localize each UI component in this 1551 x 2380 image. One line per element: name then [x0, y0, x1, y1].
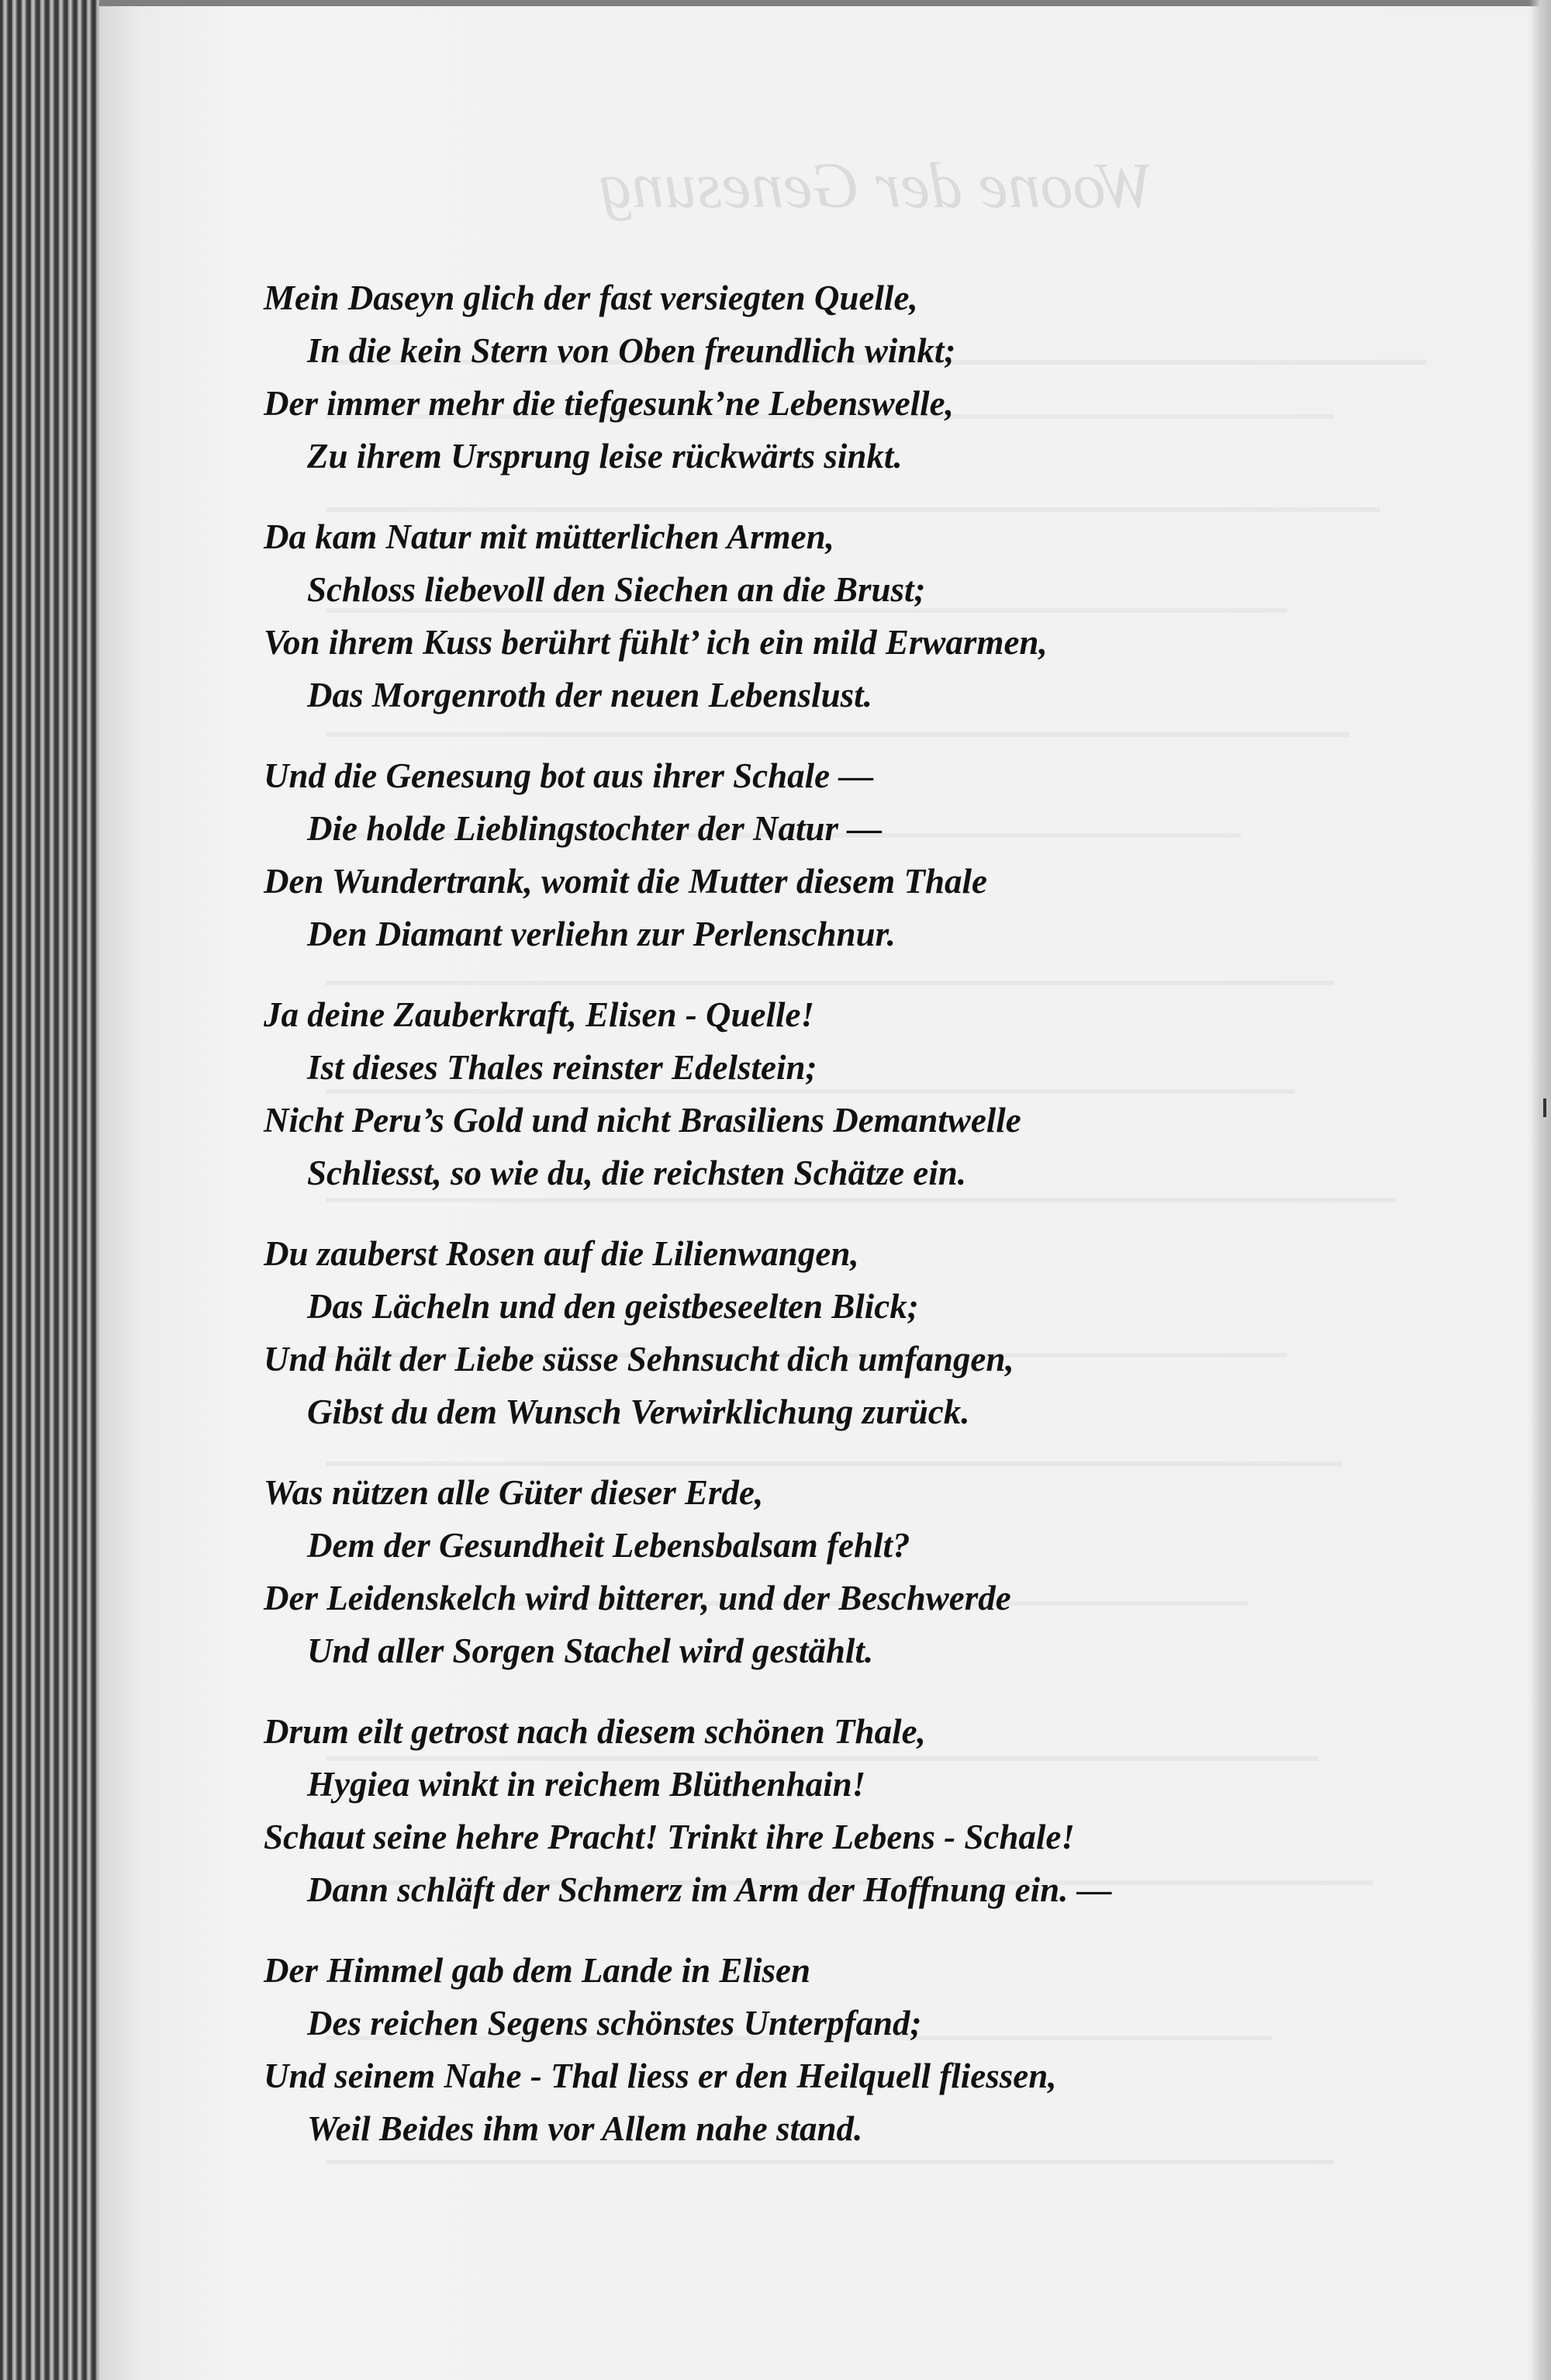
poem-line: Und seinem Nahe - Thal liess er den Heilquell fliessen,	[264, 2057, 1057, 2095]
poem-line: Schloss liebevoll den Siechen an die Brust;	[307, 570, 926, 609]
poem-line: Hygiea winkt in reichem Blüthenhain!	[307, 1765, 866, 1804]
stanza-6	[264, 1466, 1349, 1677]
poem-line: Was nützen alle Güter dieser Erde,	[264, 1473, 764, 1512]
poem-line: Den Wundertrank, womit die Mutter diesem Thale	[264, 862, 988, 901]
stanza-5	[264, 1227, 1349, 1438]
poem-line: Zu ihrem Ursprung leise rückwärts sinkt.	[307, 437, 903, 476]
poem-line: Das Morgenroth der neuen Lebenslust.	[307, 676, 872, 714]
poem-line: Mein Daseyn glich der fast versiegten Quelle,	[264, 278, 918, 317]
poem-line: Das Lächeln und den geistbeseelten Blick;	[307, 1287, 919, 1326]
stanza-7	[264, 1705, 1349, 1916]
poem-line: Da kam Natur mit mütterlichen Armen,	[264, 517, 834, 556]
poem-line: Der Leidenskelch wird bitterer, und der Beschwerde	[264, 1579, 1011, 1617]
poem-line: Dann schläft der Schmerz im Arm der Hoffnung ein. —	[307, 1870, 1112, 1909]
poem-line: Nicht Peru’s Gold und nicht Brasiliens Demantwelle	[264, 1101, 1021, 1140]
poem-line: Gibst du dem Wunsch Verwirklichung zurück.	[307, 1392, 970, 1431]
poem-line: Ja deine Zauberkraft, Elisen - Quelle!	[264, 995, 814, 1034]
poem-line: Von ihrem Kuss berührt fühlt’ ich ein mild Erwarmen,	[264, 623, 1048, 662]
page-right-edge	[1529, 0, 1551, 2380]
poem-line: Des reichen Segens schönstes Unterpfand;	[307, 2004, 922, 2043]
poem-line: In die kein Stern von Oben freundlich winkt;	[307, 331, 956, 370]
stanza-2	[264, 510, 1349, 721]
poem-line: Und aller Sorgen Stachel wird gestählt.	[307, 1631, 874, 1670]
stanza-3	[264, 749, 1349, 960]
poem-line: Schaut seine hehre Pracht! Trinkt ihre Lebens - Schale!	[264, 1818, 1075, 1856]
poem-line: Der immer mehr die tiefgesunk’ne Lebenswelle,	[264, 384, 954, 423]
poem-line: Ist dieses Thales reinster Edelstein;	[307, 1048, 817, 1087]
poem-line: Und hält der Liebe süsse Sehnsucht dich umfangen,	[264, 1340, 1014, 1379]
poem-line: Du zauberst Rosen auf die Lilienwangen,	[264, 1234, 859, 1273]
poem-line: Drum eilt getrost nach diesem schönen Thale,	[264, 1712, 926, 1751]
poem-line: Der Himmel gab dem Lande in Elisen	[264, 1951, 810, 1990]
stanza-4	[264, 988, 1349, 1199]
stanza-1	[264, 272, 1349, 483]
poem-line: Dem der Gesundheit Lebensbalsam fehlt?	[307, 1526, 910, 1565]
poem-line: Die holde Lieblingstochter der Natur —	[307, 809, 883, 848]
poem-line: Und die Genesung bot aus ihrer Schale —	[264, 756, 874, 795]
poem-line: Den Diamant verliehn zur Perlenschnur.	[307, 915, 896, 953]
poem-line: Weil Beides ihm vor Allem nahe stand.	[307, 2109, 863, 2148]
poem	[264, 272, 1349, 2183]
poem-line: Schliesst, so wie du, die reichsten Schätze ein.	[307, 1154, 967, 1192]
stanza-8	[264, 1944, 1349, 2155]
page-edge-mark	[1543, 1098, 1546, 1117]
book-binding-edge	[0, 0, 99, 2380]
page-top-edge	[99, 0, 1551, 6]
